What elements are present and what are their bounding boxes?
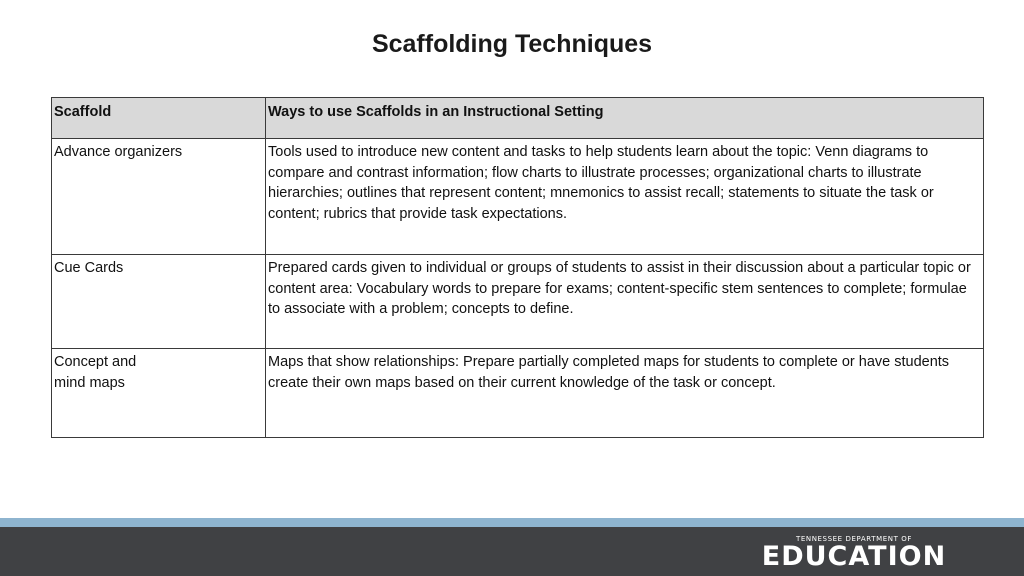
- page-title: Scaffolding Techniques: [371, 30, 653, 58]
- table-row: [52, 139, 984, 255]
- ways-cell: Tools used to introduce new content and tasks to help students learn about the topic: Venn diagrams to compare and contrast information; flow charts to illustrate processes; organizational charts to illustrate hierarchies; outlines that represent content; mnemonics to assist recall; statements to situate the task or content; rubrics that provide task expectations.: [266, 139, 984, 255]
- scaffolding-table: [51, 97, 984, 438]
- education-logo: [738, 535, 970, 571]
- column-header-scaffold: Scaffold: [52, 98, 266, 139]
- logo-education-text: EDUCATION: [761, 541, 947, 572]
- table-row: [52, 349, 984, 438]
- column-header-ways: Ways to use Scaffolds in an Instructional Setting: [266, 98, 984, 139]
- scaffold-cell: Advance organizers: [52, 139, 266, 255]
- ways-cell: Prepared cards given to individual or groups of students to assist in their discussion about a particular topic or content area: Vocabulary words to prepare for exams; content-specific stem sentences to complete; formulae to associate with a problem; concepts to define.: [266, 255, 984, 349]
- table-row: [52, 255, 984, 349]
- logo-department-text: TENNESSEE DEPARTMENT OF: [795, 535, 913, 543]
- footer-stripe: [0, 518, 1024, 527]
- table-header-row: [52, 98, 984, 139]
- scaffold-cell: Concept and mind maps: [52, 349, 266, 438]
- scaffold-cell: Cue Cards: [52, 255, 266, 349]
- ways-cell: Maps that show relationships: Prepare partially completed maps for students to complete or have students create their own maps based on their current knowledge of the task or concept.: [266, 349, 984, 438]
